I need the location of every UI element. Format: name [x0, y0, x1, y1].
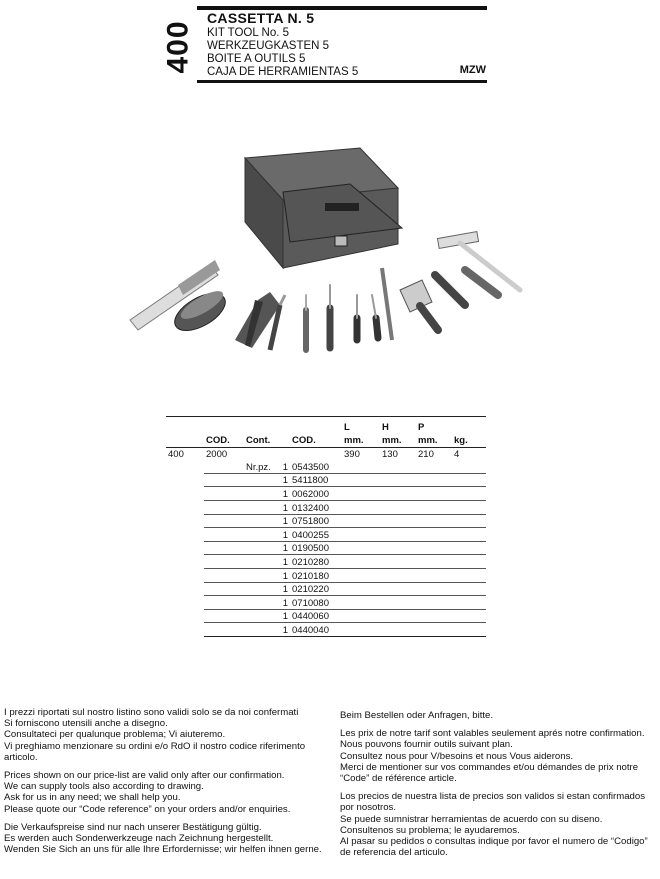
- hammer-icon: [435, 232, 520, 305]
- table-row: [166, 555, 486, 569]
- main-length: 390: [344, 449, 360, 461]
- notes-left-column: [4, 707, 324, 862]
- col-h-unit: mm.: [380, 433, 416, 447]
- table-main-row: [166, 447, 486, 460]
- screwdrivers-icon: [306, 285, 378, 350]
- product-code-table: [166, 416, 486, 637]
- item-qty: 1: [278, 568, 290, 582]
- item-code: 0440060: [290, 609, 342, 623]
- subtitle-de: WERKZEUGKASTEN 5: [207, 40, 330, 52]
- item-code: 0751800: [290, 514, 342, 528]
- header-bottom-rule: [197, 80, 487, 83]
- item-qty: 1: [278, 555, 290, 569]
- item-qty: 1: [278, 460, 290, 473]
- table-row: [166, 609, 486, 623]
- product-title: CASSETTA N. 5: [207, 10, 315, 26]
- note-german-cont: Beim Bestellen oder Anfragen, bitte.: [340, 710, 494, 721]
- col-h-letter: H: [380, 417, 416, 434]
- item-code: 0210220: [290, 582, 342, 596]
- note-french: Les prix de notre tarif sont valables seulement aprés notre confirmation. Nous pouvons fournir outils suivant plan. Consultez nous pour V/besoins et nous Vous aiderons. Merci de mentioner sur vos commandes et/ou démandes de prix notre “Code” de référence article.: [340, 728, 645, 785]
- note-german: Die Verkaufspreise sind nur nach unserer Bestätigung gültig. Es werden auch Sonderwerkzeuge nach Zeichnung hergestellt. Wenden Sie Sich an uns für alle Ihre Erfordernisse; wir helfen ihnen gerne.: [4, 821, 322, 856]
- table-row: [166, 596, 486, 610]
- note-english: Prices shown on our price-list are valid only after our confirmation. We can supply tools also according to drawing. Ask for us in any need; we shall help you. Please quote our “Code reference” on your orders and/or enquiries.: [4, 770, 291, 815]
- item-qty: 1: [278, 541, 290, 555]
- table-header: [166, 433, 486, 447]
- item-qty: 1: [278, 596, 290, 610]
- item-qty: 1: [278, 528, 290, 542]
- page-number: 400: [162, 20, 195, 74]
- item-qty: 1: [278, 514, 290, 528]
- table-row: [166, 541, 486, 555]
- subtitle-fr: BOITE A OUTILS 5: [207, 53, 306, 65]
- col-kg: kg.: [452, 433, 486, 447]
- item-qty: 1: [278, 487, 290, 501]
- note-spanish: Los precios de nuestra lista de precios son validos si estan confirmados por nosotros. Se puede sumnistrar herramientas de acuerdo con su diseno. Consultenos su problema; le ayudaremos. Al pasar su pedidos o consultas indique por favor el numero de “Codigo” de referencia del articulo.: [340, 791, 648, 859]
- table-row: [166, 460, 486, 473]
- file-icon: [382, 268, 392, 340]
- item-code: 0210280: [290, 555, 342, 569]
- table-row: [166, 528, 486, 542]
- col-l-unit: mm.: [342, 433, 380, 447]
- table-row: [166, 514, 486, 528]
- group-code: 400: [168, 449, 184, 461]
- item-code: 0400255: [290, 528, 342, 542]
- scraper-icon: [400, 280, 438, 330]
- item-code: 0190500: [290, 541, 342, 555]
- item-qty: 1: [278, 582, 290, 596]
- item-code: 0440040: [290, 623, 342, 637]
- item-code: 0210180: [290, 568, 342, 582]
- notes-right-column: [340, 710, 658, 865]
- item-code: 0132400: [290, 500, 342, 514]
- nr-pz-label: Nr.pz.: [244, 460, 278, 473]
- col-cod2: COD.: [290, 433, 342, 447]
- col-l-letter: L: [342, 417, 380, 434]
- table-row: [166, 582, 486, 596]
- table-row: [166, 473, 486, 487]
- table-row: [166, 487, 486, 501]
- col-p-letter: P: [416, 417, 452, 434]
- table-row: [166, 568, 486, 582]
- item-qty: 1: [278, 500, 290, 514]
- table-header-dimensions: [166, 417, 486, 434]
- subtitle-en: KIT TOOL No. 5: [207, 27, 290, 39]
- toolbox-kit-photo: [120, 140, 540, 365]
- item-code: 0710080: [290, 596, 342, 610]
- table-row: [166, 500, 486, 514]
- item-code: 0062000: [290, 487, 342, 501]
- main-cod: 2000: [206, 449, 228, 461]
- title-block: [207, 10, 487, 79]
- col-cont: Cont.: [244, 433, 290, 447]
- main-weight: 4: [454, 449, 460, 461]
- item-qty: 1: [278, 609, 290, 623]
- item-qty: 1: [278, 623, 290, 637]
- toolbox-icon: [245, 148, 402, 268]
- item-code: 5411800: [290, 473, 342, 487]
- main-depth: 210: [418, 449, 434, 461]
- table-row: [166, 623, 486, 637]
- item-qty: 1: [278, 473, 290, 487]
- brand-label: MZW: [459, 64, 486, 76]
- subtitle-es: CAJA DE HERRAMIENTAS 5: [207, 66, 359, 78]
- note-italian: I prezzi riportati sul nostro listino sono validi solo se da noi confermati Si forniscono utensili anche a disegno. Consultateci per qualunque problema; Vi aiuteremo. Vi preghiamo menzionare su ordini e/o RdO il nostro codice riferimento articolo.: [4, 707, 306, 763]
- main-height: 130: [382, 449, 398, 461]
- col-p-unit: mm.: [416, 433, 452, 447]
- col-cod: COD.: [204, 433, 244, 447]
- item-code: 0543500: [290, 460, 342, 473]
